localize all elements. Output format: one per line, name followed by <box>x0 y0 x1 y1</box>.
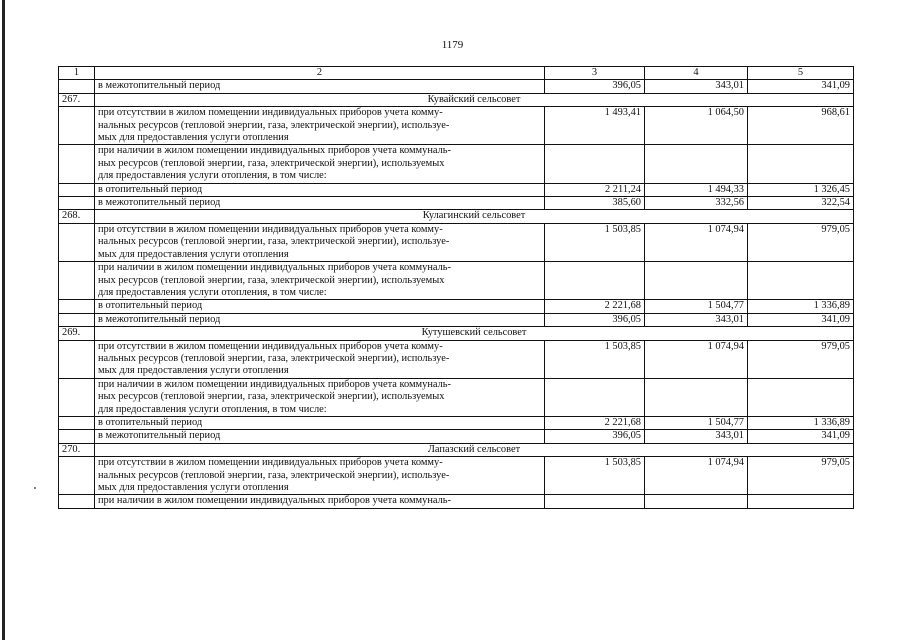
row-number-cell <box>59 313 95 326</box>
value-col4: 1 074,94 <box>645 457 748 495</box>
description-cell <box>95 416 545 429</box>
section-title: Кувайский сельсовет <box>95 93 854 106</box>
value-col3: 2 221,68 <box>545 416 645 429</box>
description-line: в отопительный период <box>98 183 203 195</box>
value-col4: 1 494,33 <box>645 183 748 196</box>
column-header: 4 <box>645 67 748 80</box>
value-col5: 1 336,89 <box>748 300 854 313</box>
page-number: 1179 <box>441 39 464 51</box>
value-col3: 2 221,68 <box>545 300 645 313</box>
description-line: для предоставления услуги отопления, в том числе: <box>98 286 327 298</box>
value-col5: 341,09 <box>748 313 854 326</box>
description-line: нальных ресурсов (тепловой энергии, газа, электрической энергии), используе- <box>98 352 450 364</box>
value-col3: 396,05 <box>545 430 645 443</box>
row-number-cell <box>59 340 95 378</box>
description-line: в межотопительный период <box>98 313 221 325</box>
tariff-table <box>58 66 854 509</box>
value-col4: 1 504,77 <box>645 416 748 429</box>
value-col5: 322,54 <box>748 197 854 210</box>
description-cell <box>95 300 545 313</box>
description-line: мых для предоставления услуги отопления <box>98 132 289 144</box>
value-col3 <box>545 145 645 183</box>
section-row <box>59 327 854 340</box>
description-line: при отсутствии в жилом помещении индивидуальных приборов учета комму- <box>98 107 443 119</box>
description-line: в отопительный период <box>98 416 203 428</box>
value-col3: 1 503,85 <box>545 457 645 495</box>
table-row <box>59 300 854 313</box>
description-line: мых для предоставления услуги отопления <box>98 482 289 493</box>
row-number-cell <box>59 107 95 145</box>
description-line: при отсутствии в жилом помещении индивидуальных приборов учета комму- <box>98 340 443 352</box>
description-line: мых для предоставления услуги отопления <box>98 365 289 377</box>
table-row <box>59 223 854 261</box>
description-line: при наличии в жилом помещении индивидуальных приборов учета коммуналь- <box>98 145 451 157</box>
description-cell <box>95 262 545 300</box>
value-col4: 1 074,94 <box>645 223 748 261</box>
table-row <box>59 262 854 300</box>
table-row <box>59 457 854 495</box>
row-number-cell <box>59 223 95 261</box>
value-col4: 1 504,77 <box>645 300 748 313</box>
value-col5 <box>748 262 854 300</box>
table-header-row <box>59 67 854 80</box>
description-cell <box>95 430 545 443</box>
value-col5: 341,09 <box>748 80 854 93</box>
value-col3: 2 211,24 <box>545 183 645 196</box>
value-col3 <box>545 495 645 508</box>
description-cell <box>95 223 545 261</box>
row-number-cell <box>59 457 95 495</box>
description-cell <box>95 313 545 326</box>
section-number: 269. <box>59 327 95 340</box>
row-number-cell <box>59 262 95 300</box>
value-col5: 979,05 <box>748 223 854 261</box>
section-number: 268. <box>59 210 95 223</box>
value-col4: 343,01 <box>645 80 748 93</box>
value-col4: 1 074,94 <box>645 340 748 378</box>
description-cell <box>95 495 545 508</box>
table-row <box>59 197 854 210</box>
description-cell <box>95 145 545 183</box>
description-line: в межотопительный период <box>98 197 221 209</box>
value-col3: 385,60 <box>545 197 645 210</box>
value-col5: 1 336,89 <box>748 416 854 429</box>
description-cell <box>95 457 545 495</box>
description-line: ных ресурсов (тепловой энергии, газа, электрической энергии), используемых <box>98 274 445 286</box>
description-line: мых для предоставления услуги отопления <box>98 248 289 260</box>
description-line: для предоставления услуги отопления, в том числе: <box>98 403 327 415</box>
description-line: ных ресурсов (тепловой энергии, газа, электрической энергии), используемых <box>98 157 445 169</box>
column-header: 2 <box>95 67 545 80</box>
table-row <box>59 107 854 145</box>
table-row <box>59 183 854 196</box>
row-number-cell <box>59 495 95 508</box>
value-col4: 332,56 <box>645 197 748 210</box>
value-col3: 1 493,41 <box>545 107 645 145</box>
value-col4: 343,01 <box>645 313 748 326</box>
section-row <box>59 93 854 106</box>
table-row <box>59 145 854 183</box>
description-line: нальных ресурсов (тепловой энергии, газа, электрической энергии), используе- <box>98 236 450 248</box>
description-line: в отопительный период <box>98 300 203 312</box>
value-col5: 1 326,45 <box>748 183 854 196</box>
scan-speck <box>34 487 36 489</box>
description-cell <box>95 197 545 210</box>
row-number-cell <box>59 416 95 429</box>
description-line: в межотопительный период <box>98 80 221 92</box>
row-number-cell <box>59 430 95 443</box>
description-cell <box>95 340 545 378</box>
section-title: Кулагинский сельсовет <box>95 210 854 223</box>
value-col4 <box>645 495 748 508</box>
description-cell <box>95 80 545 93</box>
value-col3 <box>545 262 645 300</box>
description-line: при наличии в жилом помещении индивидуальных приборов учета коммуналь- <box>98 262 451 274</box>
value-col5: 979,05 <box>748 457 854 495</box>
row-number-cell <box>59 197 95 210</box>
description-line: при отсутствии в жилом помещении индивидуальных приборов учета комму- <box>98 457 443 469</box>
description-cell <box>95 378 545 416</box>
value-col5: 979,05 <box>748 340 854 378</box>
table-row <box>59 313 854 326</box>
table-row <box>59 430 854 443</box>
section-row <box>59 443 854 456</box>
value-col3: 396,05 <box>545 313 645 326</box>
value-col4: 1 064,50 <box>645 107 748 145</box>
description-line: ных ресурсов (тепловой энергии, газа, электрической энергии), используемых <box>98 391 445 403</box>
row-number-cell <box>59 378 95 416</box>
description-cell <box>95 107 545 145</box>
row-number-cell <box>59 183 95 196</box>
section-title: Кутушевский сельсовет <box>95 327 854 340</box>
table-row <box>59 80 854 93</box>
section-number: 270. <box>59 443 95 456</box>
row-number-cell <box>59 80 95 93</box>
value-col3: 1 503,85 <box>545 223 645 261</box>
column-header: 3 <box>545 67 645 80</box>
value-col5: 341,09 <box>748 430 854 443</box>
table-row <box>59 340 854 378</box>
scan-edge-bar <box>2 0 5 640</box>
description-line: в межотопительный период <box>98 430 221 442</box>
column-header: 1 <box>59 67 95 80</box>
description-cell <box>95 183 545 196</box>
description-line: для предоставления услуги отопления, в том числе: <box>98 170 327 182</box>
column-header: 5 <box>748 67 854 80</box>
section-number: 267. <box>59 93 95 106</box>
table-row <box>59 495 854 508</box>
table-row <box>59 378 854 416</box>
description-line: при отсутствии в жилом помещении индивидуальных приборов учета комму- <box>98 223 443 235</box>
value-col3: 1 503,85 <box>545 340 645 378</box>
row-number-cell <box>59 145 95 183</box>
section-title: Лапазский сельсовет <box>95 443 854 456</box>
value-col5: 968,61 <box>748 107 854 145</box>
value-col5 <box>748 495 854 508</box>
value-col4: 343,01 <box>645 430 748 443</box>
row-number-cell <box>59 300 95 313</box>
value-col4 <box>645 378 748 416</box>
value-col3 <box>545 378 645 416</box>
description-line: нальных ресурсов (тепловой энергии, газа, электрической энергии), используе- <box>98 469 450 481</box>
table-row <box>59 416 854 429</box>
section-row <box>59 210 854 223</box>
description-line: при наличии в жилом помещении индивидуальных приборов учета коммуналь- <box>98 378 451 390</box>
value-col3: 396,05 <box>545 80 645 93</box>
value-col4 <box>645 145 748 183</box>
value-col5 <box>748 145 854 183</box>
value-col5 <box>748 378 854 416</box>
description-line: при наличии в жилом помещении индивидуальных приборов учета коммуналь- <box>98 495 451 507</box>
value-col4 <box>645 262 748 300</box>
description-line: нальных ресурсов (тепловой энергии, газа, электрической энергии), используе- <box>98 119 450 131</box>
